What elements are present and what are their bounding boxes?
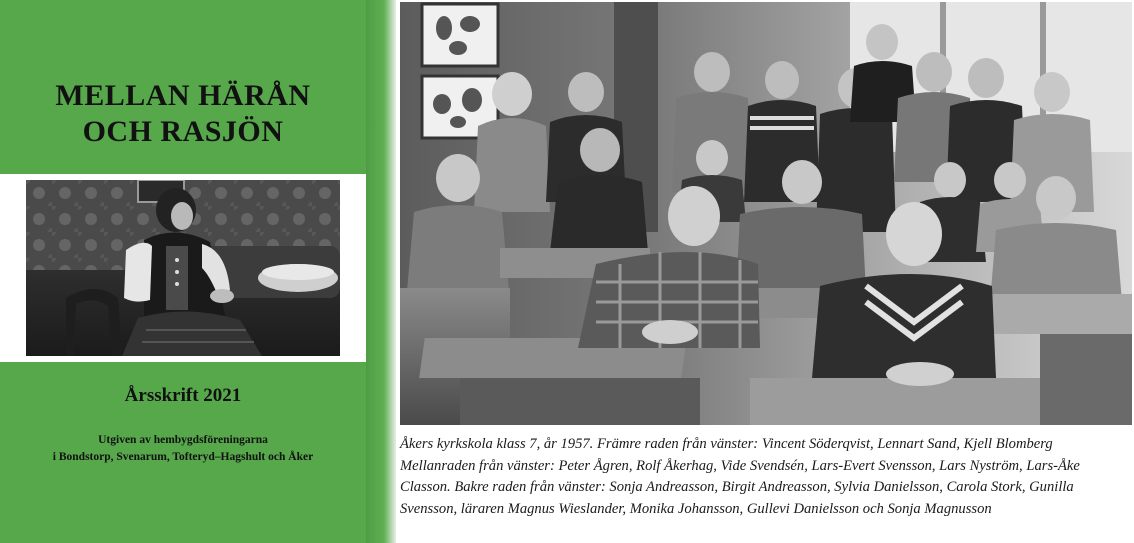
cover-photo-elderly-woman bbox=[26, 180, 340, 356]
cover-publisher-line-1: Utgiven av hembygdsföreningarna bbox=[98, 434, 268, 446]
book-cover bbox=[0, 0, 396, 543]
cover-title-line-1: MELLAN HÄRÅN bbox=[55, 79, 311, 112]
cover-publisher-line-2: i Bondstorp, Svenarum, Tofteryd–Hagshult och Åker bbox=[52, 451, 314, 463]
photo-caption: Åkers kyrkskola klass 7, år 1957. Främre raden från vänster: Vincent Söderqvist, Lennart Sand, Kjell Blomberg Mellanraden från vänster: Peter Ågren, Rolf Åkerhag, Vide Svendsén, Lars-Evert Svensson, Lars Nyström, Lars-Åke Classon. Bakre raden från vänster: Sonja Andreasson, Birgit Andreasson, Sylvia Danielsson, Carola Stork, Gunilla Svensson, läraren Magnus Wieslander, Monika Johansson, Gullevi Danielsson och Sonja Magnusson bbox=[400, 436, 1080, 517]
cover-publisher bbox=[0, 432, 366, 466]
cover-title-line-2: OCH RASJÖN bbox=[82, 115, 284, 148]
cover-title bbox=[0, 78, 366, 150]
classroom-photo bbox=[400, 2, 1132, 425]
cover-spine-edge bbox=[366, 0, 396, 543]
cover-subtitle: Årsskrift 2021 bbox=[124, 385, 242, 406]
